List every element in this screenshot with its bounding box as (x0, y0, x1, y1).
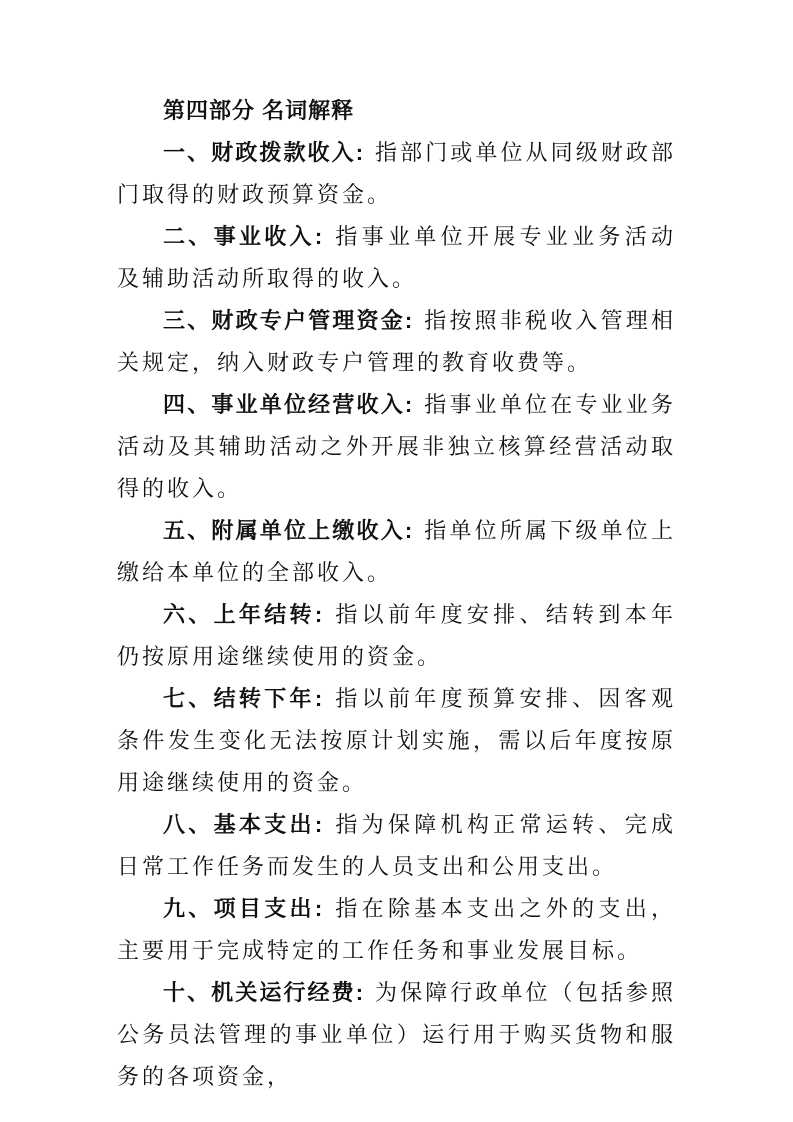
term-label: 三、财政专户管理资金: (163, 308, 415, 333)
term-label: 七、结转下年: (163, 686, 325, 711)
term-item (117, 384, 676, 510)
term-item (117, 888, 676, 972)
term-definition: 指在除基本支出之外的支出，主要用于完成特定的工作任务和事业发展目标。 (117, 896, 676, 963)
term-item (117, 510, 676, 594)
term-definition: 为保障行政单位（包括参照公务员法管理的事业单位）运行用于购买货物和服务的各项资金， (117, 980, 676, 1089)
term-item (117, 132, 676, 216)
term-definition: 指为保障机构正常运转、完成日常工作任务而发生的人员支出和公用支出。 (117, 812, 676, 879)
term-label: 八、基本支出: (163, 812, 325, 837)
term-definition: 指事业单位在专业业务活动及其辅助活动之外开展非独立核算经营活动取得的收入。 (117, 392, 676, 501)
term-definition: 指单位所属下级单位上缴给本单位的全部收入。 (117, 518, 676, 585)
term-label: 二、事业收入: (163, 224, 325, 249)
term-item (117, 972, 676, 1098)
term-definition: 指以前年度预算安排、因客观条件发生变化无法按原计划实施，需以后年度按原用途继续使用的资金。 (117, 686, 676, 795)
term-label: 四、事业单位经营收入: (163, 392, 415, 417)
term-item (117, 594, 676, 678)
term-label: 一、财政拨款收入: (163, 140, 366, 165)
section-title: 第四部分 名词解释 (163, 98, 355, 123)
term-definition: 指以前年度安排、结转到本年仍按原用途继续使用的资金。 (117, 602, 676, 669)
term-item (117, 216, 676, 300)
term-item (117, 300, 676, 384)
term-label: 十、机关运行经费: (163, 980, 366, 1005)
term-definition: 指按照非税收入管理相关规定，纳入财政专户管理的教育收费等。 (117, 308, 676, 375)
term-item (117, 804, 676, 888)
term-definition: 指部门或单位从同级财政部门取得的财政预算资金。 (117, 140, 676, 207)
term-definition: 指事业单位开展专业业务活动及辅助活动所取得的收入。 (117, 224, 676, 291)
term-label: 九、项目支出: (163, 896, 325, 921)
term-label: 五、附属单位上缴收入: (163, 518, 415, 543)
term-label: 六、上年结转: (163, 602, 325, 627)
term-item (117, 678, 676, 804)
